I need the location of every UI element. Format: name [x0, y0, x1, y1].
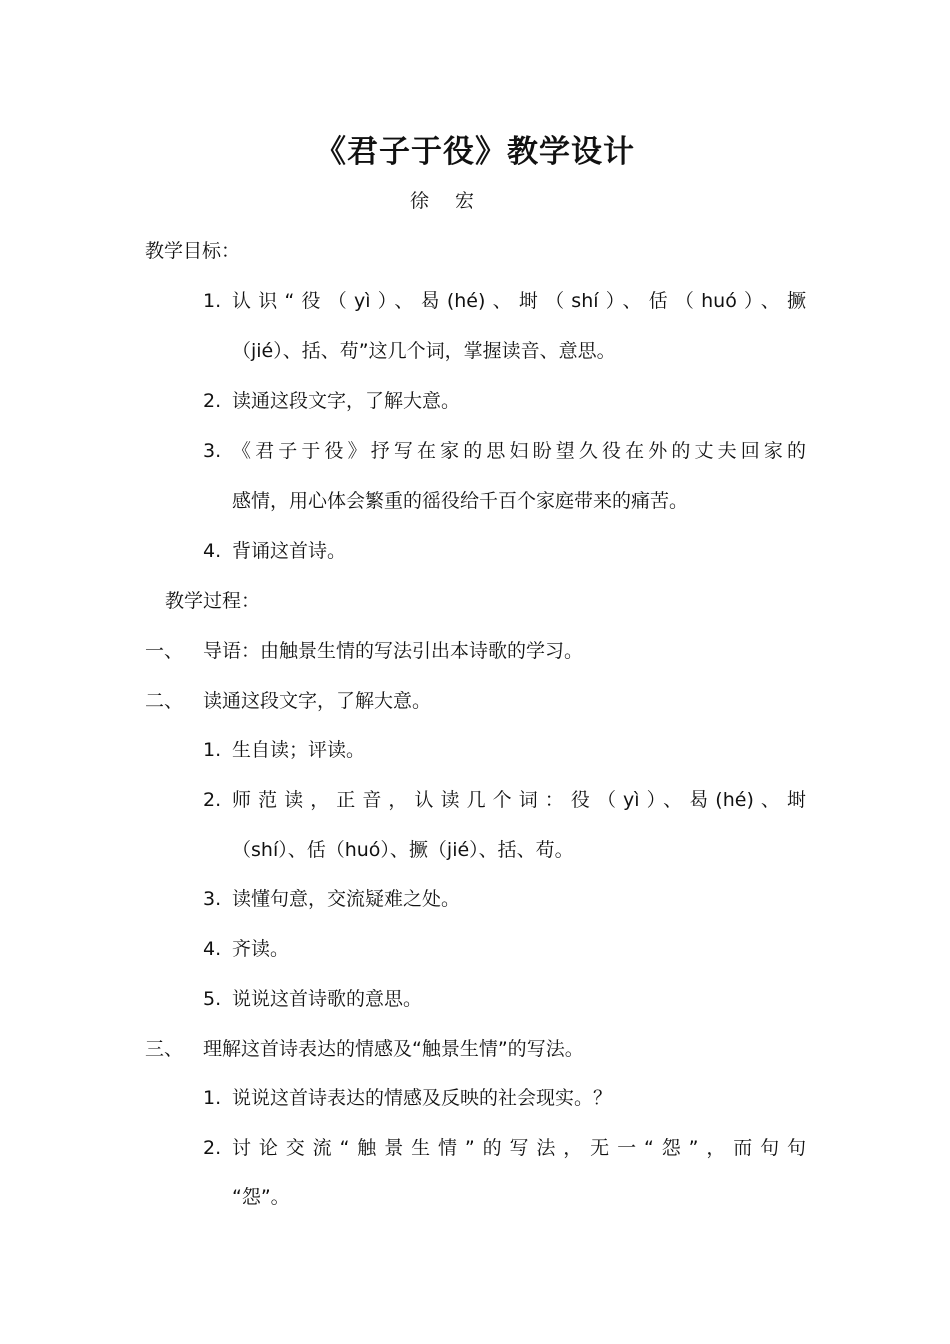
goal-text: 背诵这首诗。	[232, 540, 347, 562]
section-text: 理解这首诗表达的情感及“触景生情”的写法。	[203, 1038, 584, 1060]
step-number: 2.	[203, 789, 222, 811]
step-number: 4.	[203, 938, 222, 960]
step-text: 说说这首诗歌的意思。	[232, 988, 423, 1010]
goal-number: 1.	[203, 290, 222, 312]
document-title: 《君子于役》教学设计	[315, 134, 635, 170]
step-number: 5.	[203, 988, 222, 1010]
goal-text-continued: 感情，用心体会繁重的徭役给千百个家庭带来的痛苦。	[232, 490, 689, 512]
step-number: 2.	[203, 1137, 222, 1159]
step-text: 讨论交流“触景生情”的写法，无一“怨”，而句句	[232, 1137, 806, 1159]
section-text: 导语：由触景生情的写法引出本诗歌的学习。	[203, 640, 584, 662]
author-name: 徐 宏	[410, 190, 485, 212]
goal-text: 《君子于役》抒写在家的思妇盼望久役在外的丈夫回家的	[232, 440, 806, 462]
step-number: 3.	[203, 888, 222, 910]
goal-text: 读通这段文字，了解大意。	[232, 390, 461, 412]
goal-text: 认识“役（yì）、曷(hé)、埘（shí）、佸（huó）、撅	[232, 290, 806, 312]
step-number: 1.	[203, 739, 222, 761]
goals-heading: 教学目标：	[145, 240, 241, 262]
section-number: 三、	[145, 1038, 184, 1060]
goal-number: 2.	[203, 390, 222, 412]
section-number: 二、	[145, 690, 184, 712]
step-text-continued: “怨”。	[232, 1186, 290, 1208]
step-text: 师范读，正音，认读几个词：役（yì）、曷(hé)、埘	[232, 789, 806, 811]
section-text: 读通这段文字，了解大意。	[203, 690, 432, 712]
step-number: 1.	[203, 1087, 222, 1109]
goal-text-continued: （jié）、括、苟”这几个词，掌握读音、意思。	[232, 340, 616, 362]
section-number: 一、	[145, 640, 184, 662]
step-text: 读懂句意，交流疑难之处。	[232, 888, 461, 910]
step-text: 生自读；评读。	[232, 739, 366, 761]
step-text: 齐读。	[232, 938, 290, 960]
step-text: 说说这首诗表达的情感及反映的社会现实。？	[232, 1087, 613, 1109]
process-heading: 教学过程：	[165, 590, 261, 612]
step-text-continued: （shí）、佸（huó）、撅（jié）、括、苟。	[232, 839, 574, 861]
goal-number: 3.	[203, 440, 222, 462]
goal-number: 4.	[203, 540, 222, 562]
